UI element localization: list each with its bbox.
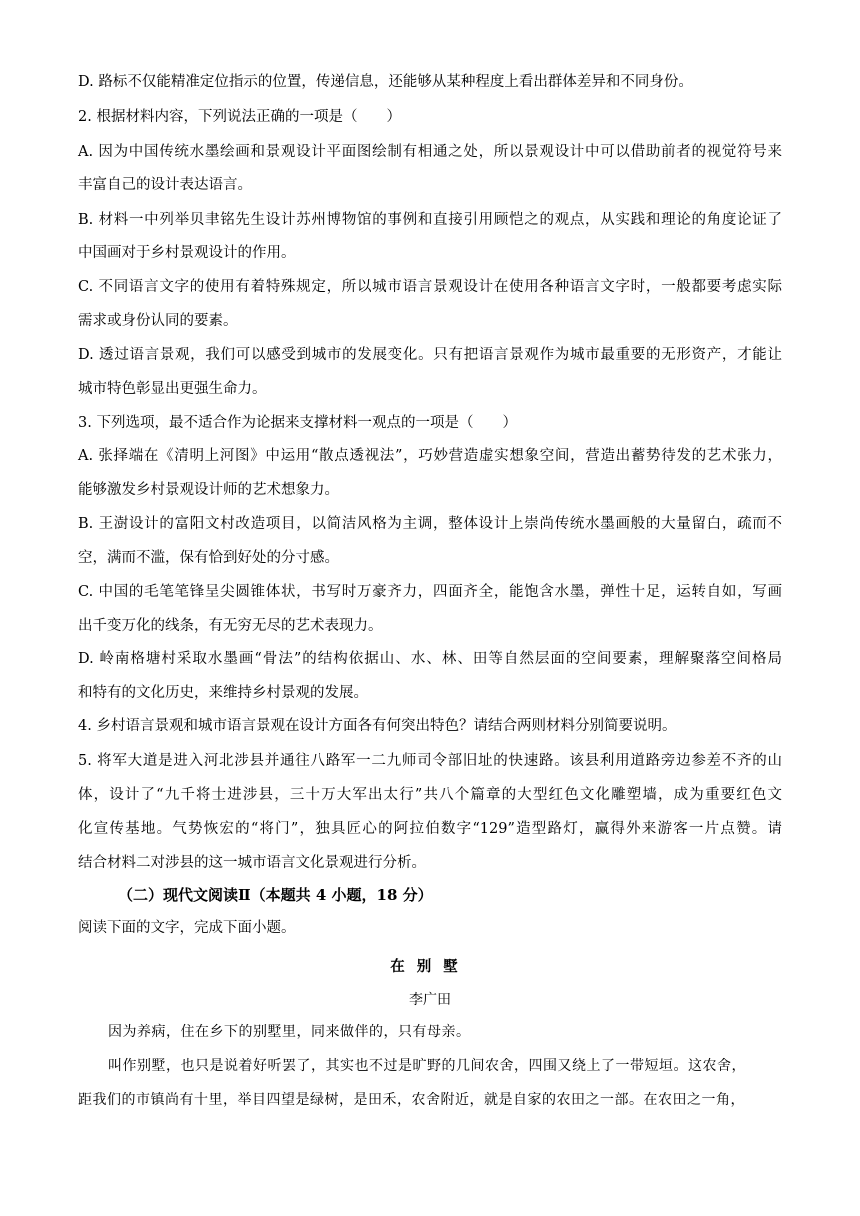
story-title: 在别墅 bbox=[390, 958, 470, 975]
text-line: 结合材料二对涉县的这一城市语言文化景观进行分析。 bbox=[78, 855, 426, 871]
text-line: 体，设计了“九千将士进涉县，三十万大军出太行”共八个篇章的大型红色文化雕塑墙，成为重要红色文 bbox=[78, 787, 782, 803]
question-2-stem: 2. 根据材料内容，下列说法正确的一项是（ ） bbox=[78, 109, 401, 125]
text-line: B. 材料一中列举贝聿铭先生设计苏州博物馆的事例和直接引用顾恺之的观点，从实践和理论的角度论证了 bbox=[78, 212, 782, 228]
text-line: 化宣传基地。气势恢宏的“将门”，独具匠心的阿拉伯数字“129”造型路灯，赢得外来游客一片点赞。请 bbox=[78, 821, 782, 837]
text-line: A. 因为中国传统水墨绘画和景观设计平面图绘制有相通之处，所以景观设计中可以借助前者的视觉符号来 bbox=[78, 144, 782, 160]
story-paragraph: 距我们的市镇尚有十里，举目四望是绿树，是田禾，农舍附近，就是自家的农田之一部。在农田之一角， bbox=[78, 1092, 745, 1108]
text-line: B. 王澍设计的富阳文村改造项目，以简洁风格为主调，整体设计上崇尚传统水墨画般的大量留白，疏而不 bbox=[78, 516, 782, 532]
story-paragraph: 因为养病，住在乡下的别墅里，同来做伴的，只有母亲。 bbox=[108, 1024, 471, 1040]
section-heading: （二）现代文阅读Ⅱ（本题共 4 小题，18 分） bbox=[118, 886, 433, 904]
text-line: 能够激发乡村景观设计师的艺术想象力。 bbox=[78, 482, 339, 498]
question-4-stem: 4. 乡村语言景观和城市语言景观在设计方面各有何突出特色？请结合两则材料分别简要说明。 bbox=[78, 718, 677, 734]
text-line: C. 不同语言文字的使用有着特殊规定，所以城市语言景观设计在使用各种语言文字时，一般都要考虑实际 bbox=[78, 279, 782, 295]
text-line: 和特有的文化历史，来维持乡村景观的发展。 bbox=[78, 685, 368, 701]
text-line: 需求或身份认同的要素。 bbox=[78, 313, 238, 329]
text-line: 中国画对于乡村景观设计的作用。 bbox=[78, 245, 296, 261]
text-line: C. 中国的毛笔笔锋呈尖圆锥体状，书写时万豪齐力，四面齐全，能饱含水墨，弹性十足，运转自如，写画 bbox=[78, 584, 782, 600]
text-line: D. 透过语言景观，我们可以感受到城市的发展变化。只有把语言景观作为城市最重要的无形资产，才能让 bbox=[78, 347, 782, 363]
instruction-text: 阅读下面的文字，完成下面小题。 bbox=[78, 920, 296, 936]
text-line: 空，满而不滥，保有恰到好处的分寸感。 bbox=[78, 550, 339, 566]
text-line: 丰富自己的设计表达语言。 bbox=[78, 177, 252, 193]
story-paragraph: 叫作别墅，也只是说着好听罢了，其实也不过是旷野的几间农舍，四围又绕上了一带短垣。这农舍， bbox=[108, 1058, 746, 1074]
text-line: D. 路标不仅能精准定位指示的位置，传递信息，还能够从某种程度上看出群体差异和不同身份。 bbox=[78, 74, 693, 90]
text-line: 出千变万化的线条，有无穷无尽的艺术表现力。 bbox=[78, 618, 383, 634]
text-line: D. 岭南格塘村采取水墨画“骨法”的结构依据山、水、林、田等自然层面的空间要素，理解聚落空间格局 bbox=[78, 651, 782, 667]
text-line: 城市特色彰显出更强生命力。 bbox=[78, 381, 267, 397]
story-author: 李广田 bbox=[409, 992, 451, 1008]
question-5-stem: 5. 将军大道是进入河北涉县并通往八路军一二九师司令部旧址的快速路。该县利用道路旁边参差不齐的山 bbox=[78, 753, 782, 769]
question-3-stem: 3. 下列选项，最不适合作为论据来支撑材料一观点的一项是（ ） bbox=[78, 415, 517, 431]
text-line: A. 张择端在《清明上河图》中运用“散点透视法”，巧妙营造虚实想象空间，营造出蓄势待发的艺术张力， bbox=[78, 448, 782, 464]
